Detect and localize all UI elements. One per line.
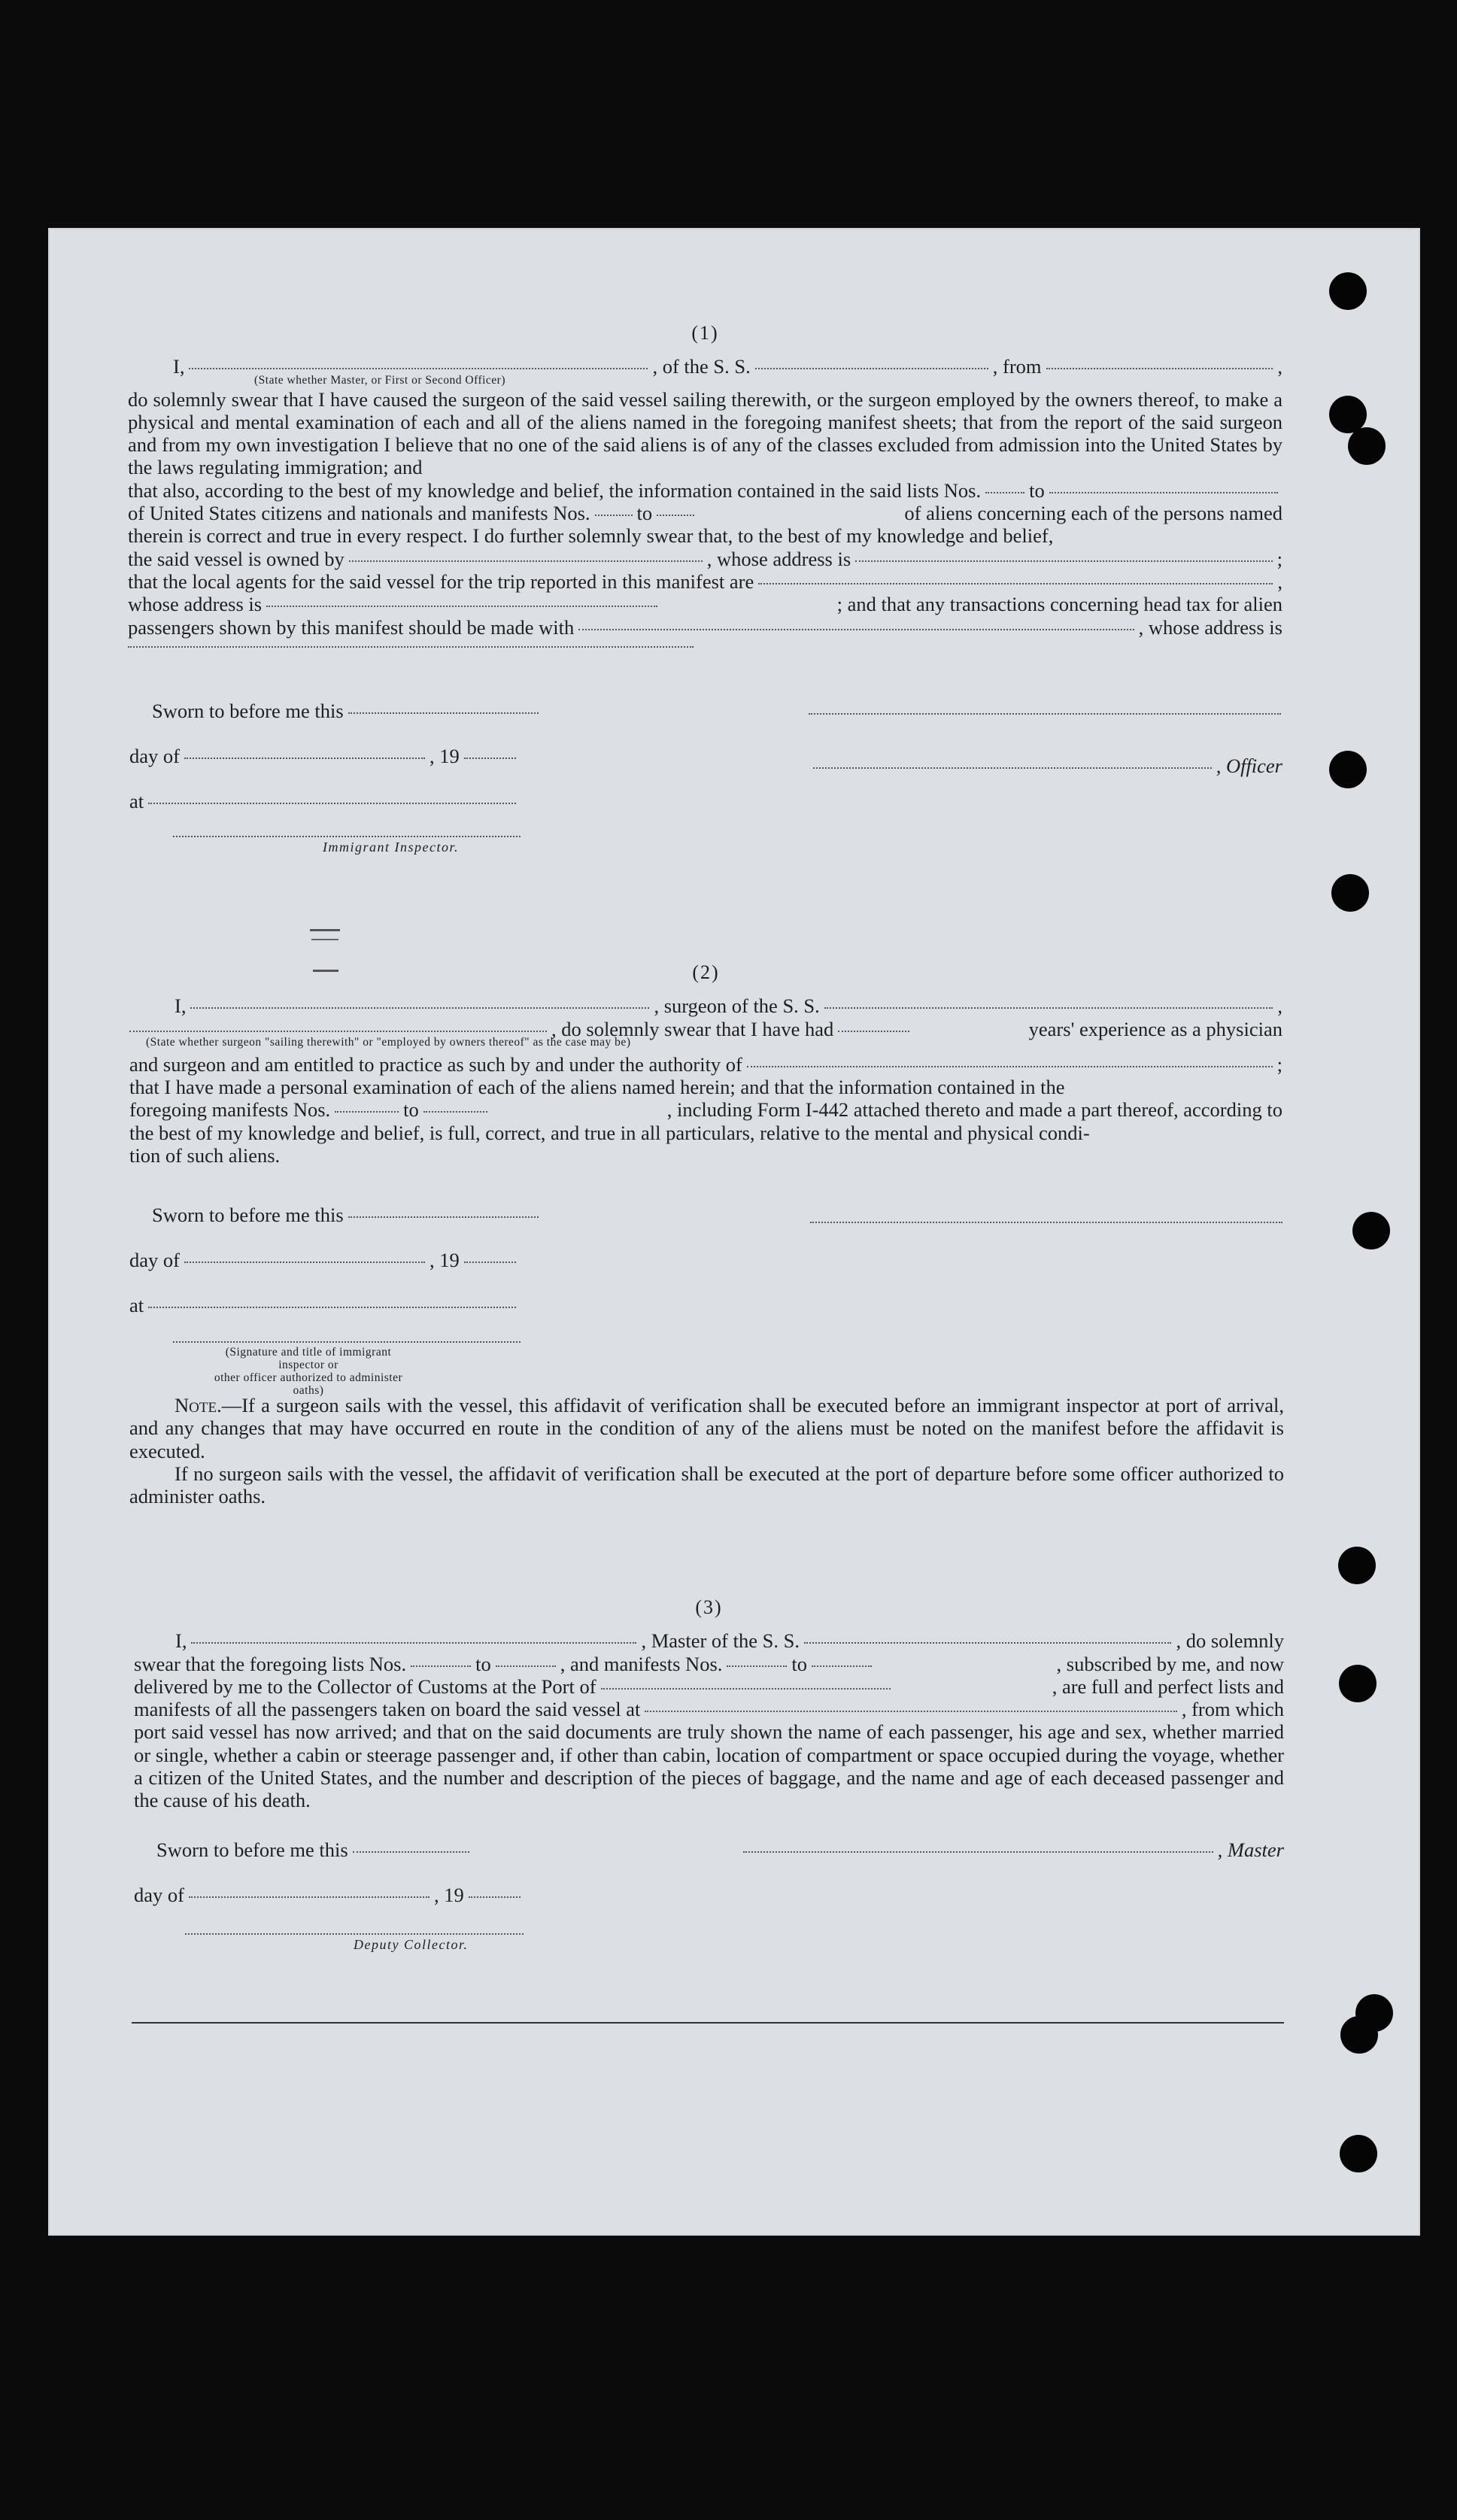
text: ; and that any transactions concerning head tax for alien	[836, 593, 1282, 616]
owner-field[interactable]	[349, 560, 703, 562]
place-field[interactable]	[148, 803, 516, 804]
year-field[interactable]	[464, 758, 516, 759]
text: tion of such aliens.	[129, 1144, 281, 1167]
sec3-manifests-from[interactable]	[727, 1665, 787, 1667]
officer-name-field[interactable]	[189, 368, 648, 369]
text: Sworn to before me this	[152, 1204, 344, 1226]
sec3-lists-from[interactable]	[411, 1665, 471, 1667]
sec2-signature-line[interactable]	[173, 1341, 521, 1343]
text: , whose address is	[706, 547, 851, 570]
text: I,	[175, 1629, 187, 1653]
sec2-vessel-field[interactable]	[824, 1007, 1273, 1009]
punch-hole	[1340, 2135, 1377, 2172]
stamp-mark	[311, 939, 338, 940]
text: passengers shown by this manifest should be made with	[128, 615, 575, 639]
text: of United States citizens and nationals and manifests Nos.	[128, 502, 590, 525]
text: day of	[134, 1884, 184, 1906]
port-from-field[interactable]	[1046, 368, 1273, 369]
owner-address-field[interactable]	[855, 560, 1272, 562]
day-of-line	[134, 1884, 525, 1907]
text: at	[129, 790, 144, 812]
text: to	[636, 502, 653, 525]
headtax-address-field[interactable]	[128, 646, 694, 648]
section-3-heading: (3)	[695, 1596, 723, 1618]
sec3-year-field[interactable]	[469, 1896, 521, 1898]
section-1-heading: (1)	[691, 322, 719, 344]
month-field[interactable]	[184, 758, 425, 759]
text: day of	[129, 1249, 180, 1271]
agents-address-field[interactable]	[266, 606, 657, 607]
authority-field[interactable]	[747, 1066, 1273, 1067]
sec2-manifests-line	[129, 1098, 1282, 1121]
sec2-year-field[interactable]	[464, 1262, 516, 1263]
sec2-note	[129, 1394, 1284, 1507]
text: therein is correct and true in every respect. I do further solemnly swear that, to the best of my knowledge and belief,	[128, 524, 1054, 548]
text: day of	[129, 745, 180, 767]
sec1-agents-address-line	[128, 593, 1282, 615]
text: of aliens concerning each of the persons named	[904, 502, 1282, 525]
note-text: —If a surgeon sails with the vessel, this affidavit of verification shall be executed before an immigrant inspector at port of arrival, and any changes that may have occurred en route in the condition of any of the aliens must be noted on the manifest before the affidavit is executed.	[129, 1394, 1284, 1462]
sec3-vessel-field[interactable]	[804, 1642, 1171, 1644]
text: the best of my knowledge and belief, is full, correct, and true in all particulars, relative to the mental and physical condi-	[129, 1121, 1090, 1144]
sec1-lists-line	[128, 479, 1282, 502]
day-of-line	[129, 745, 521, 768]
manifests-to-field[interactable]	[657, 515, 694, 516]
agents-field[interactable]	[758, 583, 1273, 584]
officer-line	[809, 754, 1282, 778]
years-field[interactable]	[838, 1031, 909, 1032]
text: to	[475, 1652, 491, 1675]
punch-hole	[1329, 272, 1367, 310]
text: , Master of the S. S.	[641, 1629, 800, 1653]
text: swear that the foregoing lists Nos.	[134, 1652, 407, 1675]
text: (Signature and title of immigrant inspector or	[225, 1346, 392, 1371]
officer-signature-field[interactable]	[813, 767, 1212, 769]
punch-hole	[1348, 427, 1386, 465]
section-3	[134, 1596, 1284, 1812]
text: , 19	[433, 1884, 464, 1906]
text: , do solemnly	[1176, 1629, 1284, 1653]
customs-port-field[interactable]	[601, 1688, 891, 1690]
text: , do solemnly swear that I have had	[551, 1017, 834, 1040]
master-name-field[interactable]	[191, 1642, 636, 1644]
text: ,	[1277, 569, 1282, 593]
section-2	[129, 961, 1282, 1167]
text: at	[129, 1294, 144, 1316]
manifests-from-field[interactable]	[595, 515, 633, 516]
text: that the local agents for the said vessel for the trip reported in this manifest are	[128, 569, 754, 593]
stamp-mark	[310, 929, 340, 931]
sec1-officer-block	[809, 713, 1282, 778]
text: ,	[1277, 994, 1282, 1018]
at-line	[129, 1294, 521, 1317]
surgeon-name-field[interactable]	[190, 1007, 649, 1009]
text: to	[791, 1652, 808, 1675]
sec1-from: , from	[992, 355, 1042, 378]
inspector-caption: Immigrant Inspector.	[323, 839, 459, 855]
sec3-month-field[interactable]	[189, 1896, 430, 1898]
sec1-of-ss: , of the S. S.	[652, 355, 751, 378]
text: and surgeon and am entitled to practice as such by and under the authority of	[129, 1052, 742, 1076]
bottom-rule	[132, 2022, 1284, 2024]
text: the said vessel is owned by	[128, 547, 345, 570]
note-label: Note.	[175, 1394, 222, 1416]
sworn-line	[129, 1204, 543, 1227]
lists-to-field[interactable]	[1049, 492, 1278, 493]
text: , surgeon of the S. S.	[654, 994, 820, 1018]
deputy-signature-line[interactable]	[185, 1933, 524, 1935]
comma: ,	[1277, 355, 1282, 378]
sec2-sig-caption	[211, 1346, 406, 1397]
sworn-day-field[interactable]	[348, 712, 539, 714]
sec3-sworn-day-field[interactable]	[353, 1851, 469, 1853]
text: whose address is	[128, 593, 263, 616]
sec2-caption: (State whether surgeon "sailing therewith" or "employed by owners thereof" as the case may be)	[146, 1035, 631, 1049]
text: I,	[175, 994, 187, 1018]
sec3-sworn-block	[134, 1838, 1284, 1953]
text: manifests of all the passengers taken on board the said vessel at	[134, 1698, 641, 1721]
punch-hole	[1331, 874, 1369, 912]
officer-label: , Officer	[1216, 754, 1282, 777]
sec1-i: I,	[173, 355, 185, 378]
sec2-month-field[interactable]	[184, 1262, 425, 1263]
surgeon-type-field[interactable]	[129, 1031, 547, 1032]
sec2-place-field[interactable]	[148, 1307, 516, 1308]
text: , whose address is	[1138, 615, 1282, 639]
sec2-officer-line[interactable]	[810, 1222, 1282, 1223]
text: Sworn to before me this	[156, 1838, 348, 1861]
lists-from-field[interactable]	[985, 492, 1024, 493]
sec1-owner-line	[128, 548, 1282, 570]
departure-port-field[interactable]	[645, 1711, 1177, 1712]
text: , subscribed by me, and now	[1056, 1652, 1284, 1675]
section-1	[128, 322, 1282, 648]
sec3-paragraph: port said vessel has now arrived; and that on the said documents are truly shown the name of each passenger, his age and sex, whether married or single, whether a cabin or steerage passenger and, if other than cabin, location of compartment or space occupied during the voyage, whether a citizen of the United States, and the number and description of the pieces of baggage, and the name and age of each deceased passenger and the cause of his death.	[134, 1720, 1284, 1812]
sec3-departure-line	[134, 1698, 1284, 1720]
punch-hole	[1329, 751, 1367, 788]
note-paragraph	[129, 1394, 1284, 1462]
at-line	[129, 790, 521, 813]
text: years' experience as a physician	[1028, 1017, 1282, 1040]
text: to	[403, 1098, 419, 1122]
vessel-name-field[interactable]	[755, 368, 988, 369]
inspector-signature-line[interactable]	[173, 836, 521, 837]
sec1-headtax-line	[128, 616, 1282, 639]
sec2-authority-line	[129, 1053, 1282, 1076]
text: other officer authorized to administer oaths)	[214, 1371, 403, 1397]
punch-hole	[1340, 2016, 1378, 2054]
sec3-first-line	[134, 1629, 1284, 1652]
sec1-caption: (State whether Master, or First or Second Officer)	[254, 373, 506, 387]
text: foregoing manifests Nos.	[129, 1098, 331, 1122]
text: to	[1029, 478, 1045, 502]
sec1-paragraph: do solemnly swear that I have caused the surgeon of the said vessel sailing therewith, or the surgeon employed by the owners thereof, to make a physical and mental examination of each and all of the aliens named in the foregoing manifest sheets; that from the report of the said surgeon and from my own investigation I believe that no one of the said aliens is of any of the classes excluded from admission into the United States by the laws regulating immigration; and	[128, 387, 1282, 479]
text: Sworn to before me this	[152, 700, 344, 722]
sec3-lists-line	[134, 1653, 1284, 1675]
text: , including Form I-442 attached thereto and made a part thereof, according to	[666, 1098, 1282, 1122]
sec2-sworn-block	[129, 1204, 1284, 1397]
text: delivered by me to the Collector of Customs at the Port of	[134, 1674, 596, 1698]
officer-signature-line-1[interactable]	[809, 713, 1281, 715]
sworn-line	[134, 1838, 1284, 1862]
sec2-first-line	[129, 994, 1282, 1017]
sec1-citizens-line	[128, 502, 1282, 524]
sec2-manifests-to[interactable]	[423, 1111, 487, 1113]
sec2-sworn-day-field[interactable]	[348, 1216, 539, 1218]
sec3-port-line	[134, 1675, 1284, 1698]
text: , are full and perfect lists and	[1052, 1674, 1284, 1698]
deputy-caption: Deputy Collector.	[354, 1937, 469, 1952]
sec1-agents-line	[128, 570, 1282, 593]
sec3-manifests-to[interactable]	[812, 1665, 872, 1667]
sec2-manifests-from[interactable]	[335, 1111, 399, 1113]
text: ;	[1276, 1052, 1282, 1076]
text: , 19	[429, 745, 460, 767]
punch-hole	[1352, 1212, 1390, 1249]
headtax-field[interactable]	[578, 629, 1134, 630]
text: that I have made a personal examination of each of the aliens named herein; and that the information contained in the	[129, 1076, 1065, 1099]
sworn-line	[129, 700, 543, 723]
punch-hole	[1338, 1547, 1376, 1584]
section-2-heading: (2)	[692, 961, 720, 983]
day-of-line	[129, 1249, 521, 1272]
text: , 19	[429, 1249, 460, 1271]
master-signature-field[interactable]	[743, 1851, 1213, 1853]
text: ;	[1276, 547, 1282, 570]
text: that also, according to the best of my knowledge and belief, the information contained in the said lists Nos.	[128, 478, 982, 502]
sec3-lists-to[interactable]	[496, 1665, 556, 1667]
text: , from which	[1181, 1698, 1284, 1721]
note-paragraph-2: If no surgeon sails with the vessel, the affidavit of verification shall be executed at the port of departure before some officer authorized to administer oaths.	[129, 1462, 1284, 1508]
text: , and manifests Nos.	[560, 1652, 723, 1675]
master-label: , Master	[1217, 1838, 1284, 1861]
punch-hole	[1339, 1665, 1377, 1702]
